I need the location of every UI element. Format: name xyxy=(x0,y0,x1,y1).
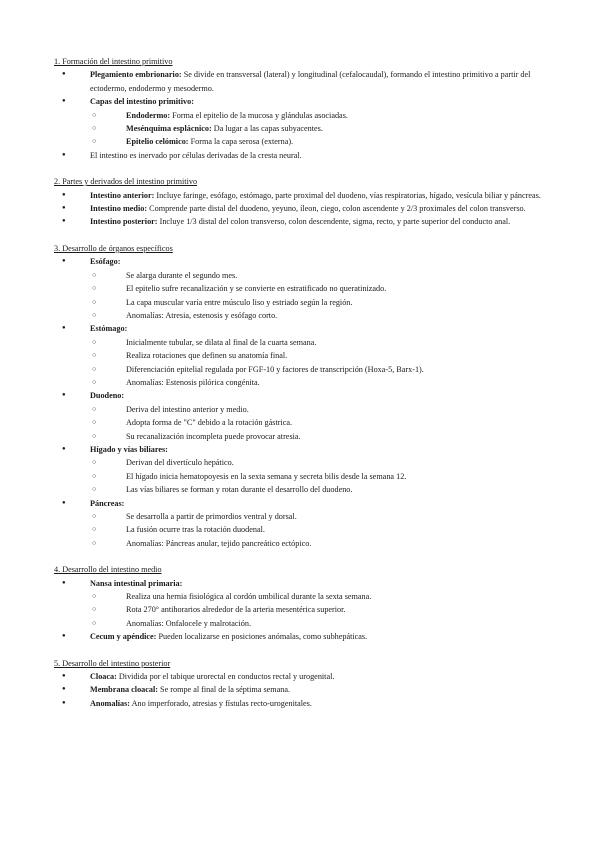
bullet-item xyxy=(54,577,560,631)
sub-list xyxy=(90,590,560,630)
sub-text: Diferenciación epitelial regulada por FGF-10 y factores de transcripción (Hoxa-5, Barx-1). xyxy=(126,364,424,374)
sub-item xyxy=(90,470,560,483)
sub-text: Realiza una hernia fisiológica al cordón umbilical durante la sexta semana. xyxy=(126,592,372,602)
bullet-item xyxy=(54,389,560,443)
sub-text: Anomalías: Atresia, estenosis y esófago corto. xyxy=(126,310,278,320)
bullet-term: Esófago: xyxy=(90,257,121,267)
bullet-term: Capas del intestino primitivo: xyxy=(90,97,194,107)
bullet-item xyxy=(54,255,560,322)
bullet-list xyxy=(54,189,560,229)
sub-item xyxy=(90,349,560,362)
bullet-text: Se divide en transversal (lateral) y longitudinal (cefalocaudal), formando el intestino primitivo a partir del ectodermo, endodermo y mesodermo. xyxy=(90,70,531,93)
bullet-term: Cecum y apéndice: xyxy=(90,632,157,642)
bullet-item xyxy=(54,215,560,228)
bullet-text: El intestino es inervado por células derivadas de la cresta neural. xyxy=(90,150,302,160)
sub-term: Endodermo: xyxy=(126,110,171,120)
bullet-term: Intestino posterior: xyxy=(90,217,158,227)
section-heading: 4. Desarrollo del intestino medio xyxy=(54,565,162,575)
section xyxy=(54,657,560,711)
bullet-list xyxy=(54,670,560,710)
sub-text: Deriva del intestino anterior y medio. xyxy=(126,404,249,414)
bullet-term: Membrana cloacal: xyxy=(90,685,158,695)
bullet-text: Pueden localizarse en posiciones anómalas, como subhepáticas. xyxy=(156,632,368,642)
sub-text: Da lugar a las capas subyacentes. xyxy=(211,124,323,134)
section-heading: 2. Partes y derivados del intestino primitivo xyxy=(54,177,198,187)
bullet-text: Ano imperforado, atresias y fístulas recto-urogenitales. xyxy=(130,698,312,708)
sub-text: Rota 270° antihorarios alrededor de la arteria mesentérica superior. xyxy=(126,605,346,615)
sub-item xyxy=(90,523,560,536)
sub-list xyxy=(90,403,560,443)
bullet-list xyxy=(54,68,560,162)
sub-text: El epitelio sufre recanalización y se convierte en estratificado no queratinizado. xyxy=(126,284,387,294)
section-heading: 5. Desarrollo del intestino posterior xyxy=(54,658,171,668)
bullet-term: Nansa intestinal primaria: xyxy=(90,578,183,588)
sub-item xyxy=(90,309,560,322)
bullet-item xyxy=(54,202,560,215)
bullet-item xyxy=(54,322,560,389)
sub-item xyxy=(90,430,560,443)
sub-text: Derivan del divertículo hepático. xyxy=(126,458,234,468)
sub-term: Epitelio celómico: xyxy=(126,137,189,147)
sub-text: Realiza rotaciones que definen su anatomía final. xyxy=(126,351,288,361)
sub-text: Las vías biliares se forman y rotan durante el desarrollo del duodeno. xyxy=(126,485,353,495)
sub-item xyxy=(90,336,560,349)
sub-item xyxy=(90,269,560,282)
sub-item xyxy=(90,456,560,469)
sub-item xyxy=(90,282,560,295)
bullet-term: Intestino medio: xyxy=(90,204,148,214)
bullet-item xyxy=(54,443,560,497)
bullet-item xyxy=(54,630,560,643)
bullet-item xyxy=(54,697,560,710)
sub-list xyxy=(90,510,560,550)
sub-text: Se alarga durante el segundo mes. xyxy=(126,270,238,280)
bullet-term: Páncreas: xyxy=(90,498,125,508)
sub-text: Adopta forma de "C" debido a la rotación gástrica. xyxy=(126,418,293,428)
bullet-text: Dividida por el tabique urorectal en conductos rectal y urogenital. xyxy=(116,672,335,682)
bullet-term: Duodeno: xyxy=(90,391,125,401)
bullet-term: Anomalías: xyxy=(90,698,131,708)
sub-text: Forma la capa serosa (externa). xyxy=(188,137,294,147)
bullet-list xyxy=(54,255,560,550)
bullet-item xyxy=(54,683,560,696)
sub-item xyxy=(90,376,560,389)
bullet-item xyxy=(54,68,560,95)
bullet-item xyxy=(54,149,560,162)
sub-list xyxy=(90,269,560,323)
sub-item xyxy=(90,483,560,496)
bullet-item xyxy=(54,497,560,551)
sub-text: El hígado inicia hematopoyesis en la sexta semana y secreta bilis desde la semana 12. xyxy=(126,471,407,481)
sub-item xyxy=(90,135,560,148)
section xyxy=(54,175,560,229)
sub-text: La fusión ocurre tras la rotación duodenal. xyxy=(126,525,265,535)
bullet-item xyxy=(54,95,560,149)
section xyxy=(54,563,560,643)
sub-text: Anomalías: Onfalocele y malrotación. xyxy=(126,618,252,628)
bullet-term: Hígado y vías biliares: xyxy=(90,444,168,454)
section xyxy=(54,242,560,550)
sub-text: Su recanalización incompleta puede provocar atresia. xyxy=(126,431,301,441)
sub-list xyxy=(90,456,560,496)
section-heading: 1. Formación del intestino primitivo xyxy=(54,57,173,66)
section-heading: 3. Desarrollo de órganos específicos xyxy=(54,243,173,253)
sub-text: Se desarrolla a partir de primordios ventral y dorsal. xyxy=(126,512,297,521)
bullet-text: Incluye 1/3 distal del colon transverso, colon descendente, sigma, recto, y parte superior del conducto anal. xyxy=(157,217,511,227)
sub-item xyxy=(90,296,560,309)
sub-item xyxy=(90,590,560,603)
bullet-term: Cloaca: xyxy=(90,672,117,682)
bullet-list xyxy=(54,577,560,644)
sub-text: Inicialmente tubular, se dilata al final de la cuarta semana. xyxy=(126,337,317,347)
bullet-term: Estómago: xyxy=(90,324,128,334)
bullet-term: Plegamiento embrionario: xyxy=(90,70,182,80)
sub-item xyxy=(90,603,560,616)
sub-item xyxy=(90,109,560,122)
sub-item xyxy=(90,617,560,630)
sub-text: Anomalías: Páncreas anular, tejido pancreático ectópico. xyxy=(126,538,312,548)
bullet-term: Intestino anterior: xyxy=(90,190,155,200)
sub-text: Anomalías: Estenosis pilórica congénita. xyxy=(126,377,260,387)
sub-list xyxy=(90,109,560,149)
bullet-text: Incluye faringe, esófago, estómago, parte proximal del duodeno, vías respiratorias, hígado, vesícula biliar y páncreas. xyxy=(154,190,541,200)
sub-item xyxy=(90,510,560,523)
sub-text: Forma el epitelio de la mucosa y glándulas asociadas. xyxy=(170,110,348,120)
bullet-text: Comprende parte distal del duodeno, yeyuno, íleon, ciego, colon ascendente y 2/3 proximales del colon transverso. xyxy=(147,204,526,214)
sub-text: La capa muscular varía entre músculo liso y estriado según la región. xyxy=(126,297,353,307)
section xyxy=(54,55,560,162)
sub-item xyxy=(90,416,560,429)
sub-item xyxy=(90,403,560,416)
bullet-item xyxy=(54,670,560,683)
sub-item xyxy=(90,537,560,550)
sub-term: Mesénquima esplácnico: xyxy=(126,124,212,134)
bullet-text: Se rompe al final de la séptima semana. xyxy=(157,685,291,695)
bullet-item xyxy=(54,189,560,202)
sub-list xyxy=(90,336,560,390)
sub-item xyxy=(90,363,560,376)
sub-item xyxy=(90,122,560,135)
